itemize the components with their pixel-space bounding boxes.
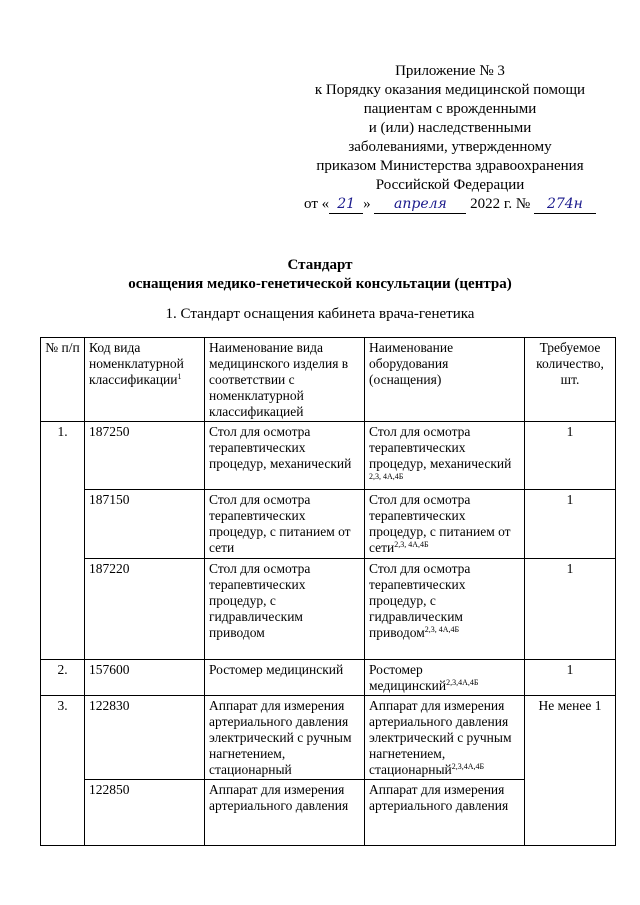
order-date-line bbox=[300, 195, 600, 214]
row-qty: 1 bbox=[525, 559, 616, 660]
appendix-line: приказом Министерства здравоохранения bbox=[316, 158, 584, 174]
row-equipment-text: Стол для осмотра терапевтических процедур, механический bbox=[369, 424, 512, 471]
appendix-line: Приложение № 3 bbox=[395, 63, 505, 79]
header-device: Наименование вида медицинского изделия в соответствии с номенклатурной классификацией bbox=[205, 338, 365, 422]
section-title: 1. Стандарт оснащения кабинета врача-генетика bbox=[165, 306, 475, 322]
date-prefix: от « bbox=[304, 196, 330, 212]
row-equipment-text: Аппарат для измерения артериального давления электрический с ручным нагнетением, стационарный bbox=[369, 698, 512, 777]
row-equipment bbox=[365, 660, 525, 696]
row-device: Ростомер медицинский bbox=[205, 660, 365, 696]
row-code: 187150 bbox=[85, 490, 205, 559]
row-device: Стол для осмотра терапевтических процедур, с питанием от сети bbox=[205, 490, 365, 559]
row-num: 1. bbox=[41, 422, 85, 660]
row-equipment-text: Ростомер медицинский bbox=[369, 662, 447, 693]
header-qty: Требуемое количество, шт. bbox=[525, 338, 616, 422]
document-title bbox=[0, 256, 640, 294]
table-row bbox=[41, 660, 616, 696]
header-code-text: Код вида номенклатурной классификации bbox=[89, 340, 184, 387]
row-equipment-text: Стол для осмотра терапевтических процедур, с гидравлическим приводом bbox=[369, 561, 471, 640]
row-num: 2. bbox=[41, 660, 85, 696]
row-equipment-text: Стол для осмотра терапевтических процедур, с питанием от сети bbox=[369, 492, 511, 555]
title-line-1: Стандарт bbox=[287, 257, 353, 273]
table-row bbox=[41, 490, 616, 559]
row-equipment bbox=[365, 422, 525, 490]
row-code: 122850 bbox=[85, 780, 205, 846]
appendix-header bbox=[300, 62, 600, 214]
row-qty: 1 bbox=[525, 422, 616, 490]
header-code-footnote: 1 bbox=[177, 372, 182, 381]
appendix-line: заболеваниями, утвержденному bbox=[348, 139, 552, 155]
row-equipment bbox=[365, 490, 525, 559]
title-line-2: оснащения медико-генетической консультации (центра) bbox=[128, 276, 512, 292]
table-header-row bbox=[41, 338, 616, 422]
header-num: № п/п bbox=[41, 338, 85, 422]
appendix-line: Российской Федерации bbox=[375, 177, 525, 193]
row-qty: 1 bbox=[525, 660, 616, 696]
row-footnote: 2,3,4А,4Б bbox=[446, 678, 479, 687]
row-equipment bbox=[365, 559, 525, 660]
row-num: 3. bbox=[41, 696, 85, 846]
header-code bbox=[85, 338, 205, 422]
row-footnote: 2,3, 4А,4Б bbox=[394, 540, 429, 549]
row-device: Стол для осмотра терапевтических процедур, с гидравлическим приводом bbox=[205, 559, 365, 660]
row-device: Аппарат для измерения артериального давления электрический с ручным нагнетением, стационарный bbox=[205, 696, 365, 780]
appendix-line: и (или) наследственными bbox=[368, 120, 532, 136]
appendix-line: к Порядку оказания медицинской помощи bbox=[314, 82, 586, 98]
row-footnote: 2,3, 4А,4Б bbox=[424, 625, 460, 634]
table-row bbox=[41, 422, 616, 490]
row-qty: 1 bbox=[525, 490, 616, 559]
row-footnote: 2,3, 4А,4Б bbox=[369, 472, 404, 481]
row-code: 187220 bbox=[85, 559, 205, 660]
appendix-line: пациентам с врожденными bbox=[363, 101, 537, 117]
row-device: Стол для осмотра терапевтических процедур, механический bbox=[205, 422, 365, 490]
date-mid: » bbox=[363, 196, 371, 212]
equipment-table bbox=[40, 337, 616, 846]
row-footnote: 2,3,4А,4Б bbox=[451, 762, 485, 771]
row-device: Аппарат для измерения артериального давления bbox=[205, 780, 365, 846]
header-equipment: Наименование оборудования (оснащения) bbox=[365, 338, 525, 422]
handwritten-order-number: 274н bbox=[534, 196, 596, 214]
row-equipment bbox=[365, 696, 525, 780]
row-code: 122830 bbox=[85, 696, 205, 780]
row-code: 157600 bbox=[85, 660, 205, 696]
handwritten-day: 21 bbox=[329, 196, 363, 214]
table-row bbox=[41, 559, 616, 660]
handwritten-month: апреля bbox=[374, 196, 466, 214]
table-row bbox=[41, 696, 616, 780]
row-qty: Не менее 1 bbox=[525, 696, 616, 846]
row-code: 187250 bbox=[85, 422, 205, 490]
date-year: 2022 г. № bbox=[470, 196, 531, 212]
row-equipment: Аппарат для измерения артериального давления bbox=[365, 780, 525, 846]
